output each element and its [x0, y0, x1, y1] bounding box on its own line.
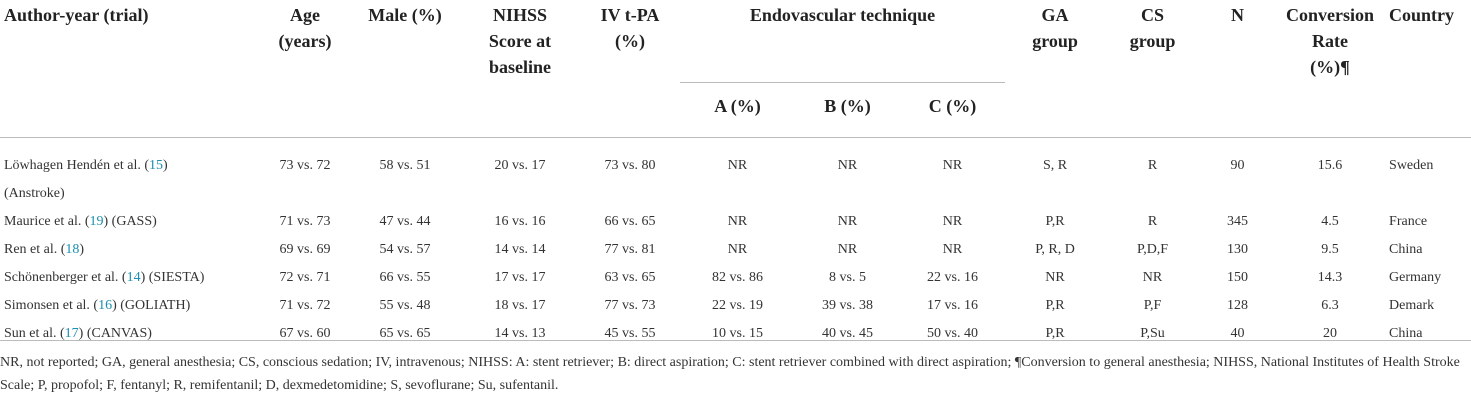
nihss-cell: 16 vs. 16: [494, 214, 546, 229]
nihss-cell: 14 vs. 14: [494, 242, 546, 257]
col-header-cs: CS group: [1129, 5, 1176, 51]
age-cell: 73 vs. 72: [279, 158, 331, 173]
author-cell: Maurice et al. (19) (GASS): [4, 214, 157, 229]
conversion-cell: 6.3: [1321, 298, 1339, 313]
col-header-nihss: NIHSS Score at baseline: [488, 5, 552, 77]
endo-c-cell: NR: [942, 214, 963, 229]
ivtpa-cell: 45 vs. 55: [604, 326, 656, 341]
cs-cell: P,D,F: [1136, 242, 1169, 257]
endo-c-cell: 22 vs. 16: [927, 270, 978, 285]
author-cell: Sun et al. (17) (CANVAS): [4, 326, 152, 341]
nihss-cell: 17 vs. 17: [494, 270, 546, 285]
endo-a-cell: NR: [727, 214, 748, 229]
reference-link[interactable]: 14: [126, 270, 141, 285]
col-header-age: Age (years): [278, 5, 332, 51]
ivtpa-cell: 73 vs. 80: [604, 158, 656, 173]
endo-b-cell: NR: [837, 242, 858, 257]
table-row: [0, 264, 1471, 292]
col-header-ga: GA group: [1032, 5, 1078, 51]
country-cell: Sweden: [1389, 158, 1434, 173]
author-cell: Ren et al. (18): [4, 242, 85, 257]
conversion-cell: 4.5: [1321, 214, 1339, 229]
endo-a-cell: NR: [727, 158, 748, 173]
endo-a-cell: NR: [727, 242, 748, 257]
male-cell: 54 vs. 57: [379, 242, 431, 257]
endo-a-cell: 22 vs. 19: [712, 298, 763, 313]
table-row: [0, 208, 1471, 236]
ivtpa-cell: 77 vs. 81: [604, 242, 656, 257]
col-header-n: N: [1231, 5, 1245, 25]
cs-cell: NR: [1142, 270, 1163, 285]
col-header-author: Author-year (trial): [4, 5, 149, 25]
n-cell: 345: [1227, 214, 1249, 229]
col-header-endo-a: A (%): [714, 96, 761, 116]
cs-cell: R: [1147, 158, 1158, 173]
cs-cell: R: [1147, 214, 1158, 229]
male-cell: 66 vs. 55: [379, 270, 431, 285]
nihss-cell: 18 vs. 17: [494, 298, 546, 313]
n-cell: 128: [1227, 298, 1249, 313]
endo-c-cell: 50 vs. 40: [927, 326, 978, 341]
table-row: [0, 236, 1471, 264]
ga-cell: P, R, D: [1035, 242, 1075, 257]
col-header-endo-c: C (%): [928, 96, 977, 116]
endo-c-cell: NR: [942, 158, 963, 173]
reference-link[interactable]: 18: [65, 242, 80, 257]
country-cell: Demark: [1389, 298, 1435, 313]
country-cell: China: [1389, 326, 1423, 341]
endo-b-cell: NR: [837, 158, 858, 173]
table-row: [0, 292, 1471, 320]
endo-b-cell: 39 vs. 38: [822, 298, 873, 313]
male-cell: 58 vs. 51: [379, 158, 431, 173]
col-header-ivtpa: IV t-PA (%): [600, 5, 660, 51]
endo-b-cell: NR: [837, 214, 858, 229]
endo-c-cell: NR: [942, 242, 963, 257]
reference-link[interactable]: 19: [89, 214, 104, 229]
col-header-conversion: Conversion Rate (%)¶: [1286, 5, 1375, 77]
country-cell: Germany: [1389, 270, 1442, 285]
endo-b-cell: 40 vs. 45: [822, 326, 873, 341]
col-header-endovascular: Endovascular technique: [680, 0, 1005, 83]
author-cell: Löwhagen Hendén et al. (15) (Anstroke): [4, 158, 168, 201]
age-cell: 69 vs. 69: [279, 242, 331, 257]
ga-cell: P,R: [1045, 214, 1065, 229]
cs-cell: P,F: [1143, 298, 1162, 313]
reference-link[interactable]: 17: [64, 326, 79, 341]
endo-a-cell: 82 vs. 86: [712, 270, 763, 285]
endo-c-cell: 17 vs. 16: [927, 298, 978, 313]
country-cell: China: [1389, 242, 1423, 257]
col-header-male: Male (%): [368, 5, 442, 25]
table-footnote: NR, not reported; GA, general anesthesia; CS, conscious sedation; IV, intravenous; NIHSS: A: stent retriever; B: direct aspiration; C: stent retriever combined with direct aspiration; ¶Conversion to general anesthesia; NIHSS, National Institutes of Health Stroke Scale; P, propofol; F, fentanyl; R, remifentanil; D, dexmedetomidine; S, sevoflurane; Su, sufentanil.: [0, 340, 1471, 397]
cs-cell: P,Su: [1140, 326, 1165, 341]
male-cell: 65 vs. 65: [379, 326, 431, 341]
col-header-endo-b: B (%): [824, 96, 871, 116]
reference-link[interactable]: 16: [98, 298, 113, 313]
ga-cell: P,R: [1045, 298, 1065, 313]
conversion-cell: 20: [1323, 326, 1338, 341]
age-cell: 72 vs. 71: [279, 270, 331, 285]
conversion-cell: 14.3: [1317, 270, 1343, 285]
endo-b-cell: 8 vs. 5: [829, 270, 866, 285]
male-cell: 55 vs. 48: [379, 298, 431, 313]
reference-link[interactable]: 15: [149, 158, 163, 173]
ga-cell: NR: [1045, 270, 1065, 285]
ivtpa-cell: 77 vs. 73: [604, 298, 656, 313]
nihss-cell: 14 vs. 13: [494, 326, 546, 341]
age-cell: 67 vs. 60: [279, 326, 331, 341]
n-cell: 40: [1230, 326, 1245, 341]
ga-cell: P,R: [1045, 326, 1065, 341]
author-cell: Simonsen et al. (16) (GOLIATH): [4, 298, 191, 313]
age-cell: 71 vs. 72: [279, 298, 331, 313]
n-cell: 90: [1230, 158, 1245, 173]
n-cell: 130: [1227, 242, 1249, 257]
conversion-cell: 9.5: [1321, 242, 1339, 257]
male-cell: 47 vs. 44: [379, 214, 431, 229]
table-row: [0, 138, 1471, 209]
ga-cell: S, R: [1042, 158, 1068, 173]
endo-a-cell: 10 vs. 15: [712, 326, 763, 341]
age-cell: 71 vs. 73: [279, 214, 331, 229]
n-cell: 150: [1227, 270, 1249, 285]
ivtpa-cell: 66 vs. 65: [604, 214, 656, 229]
col-header-country: Country: [1389, 5, 1455, 25]
conversion-cell: 15.6: [1317, 158, 1343, 173]
author-cell: Schönenberger et al. (14) (SIESTA): [4, 270, 205, 285]
country-cell: France: [1389, 214, 1428, 229]
nihss-cell: 20 vs. 17: [494, 158, 546, 173]
ivtpa-cell: 63 vs. 65: [604, 270, 656, 285]
